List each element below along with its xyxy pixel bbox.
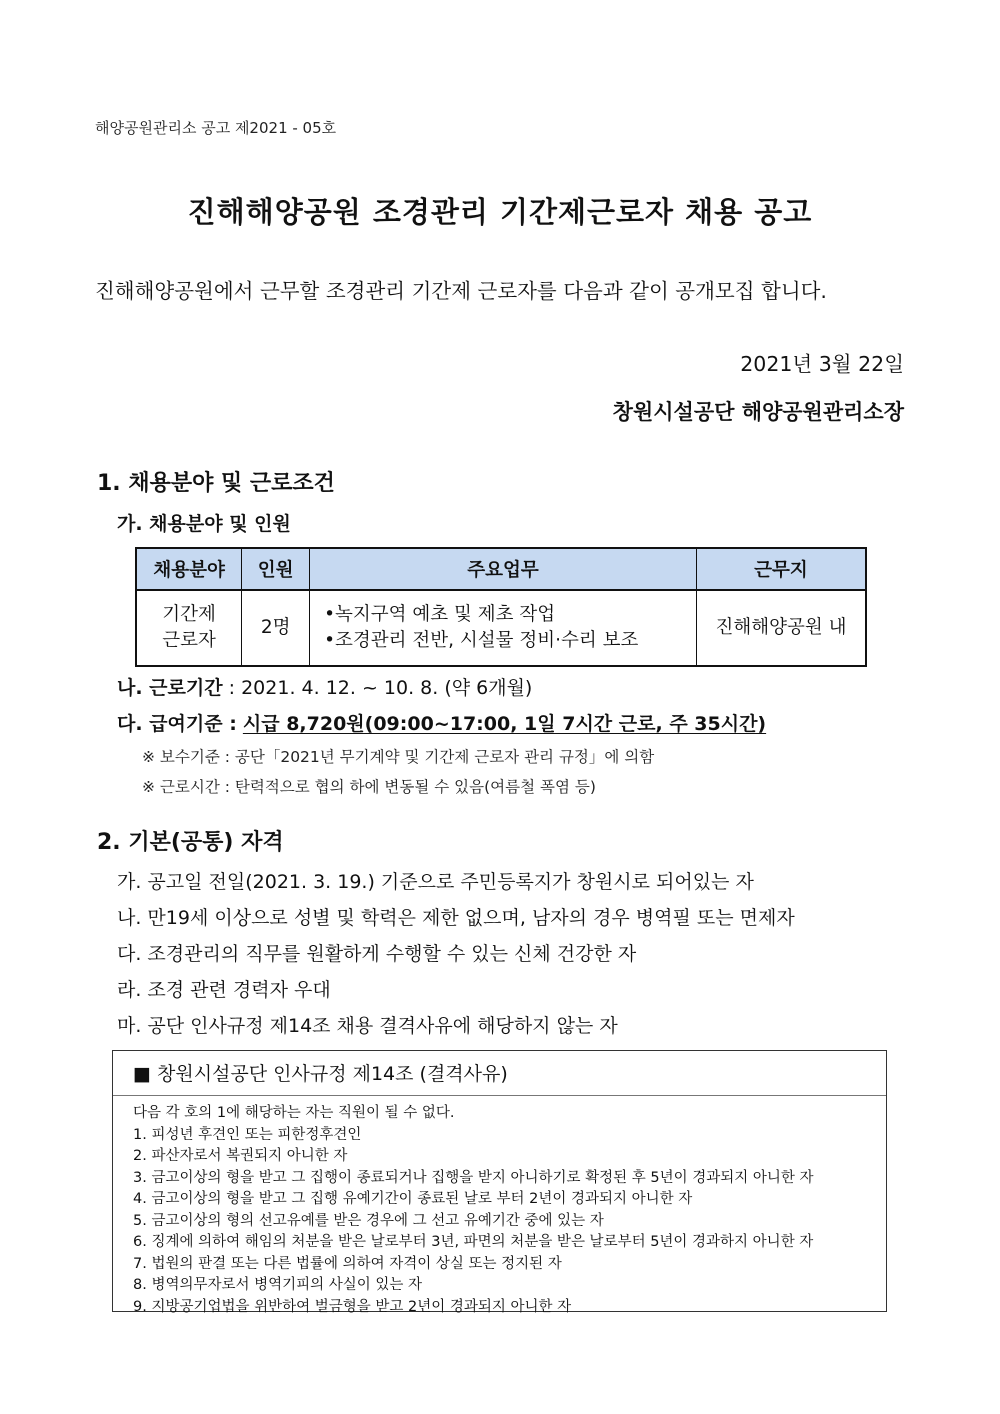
- cell-location: 진해해양공원 내: [696, 590, 866, 666]
- list-item: 라. 조경 관련 경력자 우대: [117, 979, 331, 1001]
- pay-value: 시급 8,720원(09:00~17:00, 1일 7시간 근로, 주 35시간): [242, 713, 767, 735]
- cell-count: 2명: [242, 590, 310, 666]
- jobs-table: [135, 547, 867, 667]
- list-item: 6. 징계에 의하여 해임의 처분을 받은 날로부터 3년, 파면의 처분을 받은 날로부터 5년이 경과하지 아니한 자: [133, 1234, 814, 1250]
- issuer: 창원시설공단 해양공원관리소장: [612, 400, 904, 424]
- header-field: 채용분야: [136, 548, 242, 590]
- list-item: 2. 파산자로서 복권되지 아니한 자: [133, 1148, 348, 1164]
- work-period-label: 나. 근로기간: [117, 677, 223, 699]
- list-item: 다. 조경관리의 직무를 원활하게 수행할 수 있는 신체 건강한 자: [117, 943, 637, 965]
- list-item: 가. 공고일 전일(2021. 3. 19.) 기준으로 주민등록지가 창원시로 되어있는 자: [117, 871, 754, 893]
- cell-duties: [310, 590, 697, 666]
- pay-label: 다. 급여기준 :: [117, 713, 237, 735]
- divider: [113, 1095, 886, 1096]
- notice-number: 해양공원관리소 공고 제2021 - 05호: [95, 119, 337, 137]
- duty-item: •녹지구역 예초 및 제초 작업: [324, 604, 556, 625]
- duty-item: •조경관리 전반, 시설물 정비·수리 보조: [324, 630, 639, 651]
- list-item: 나. 만19세 이상으로 성별 및 학력은 제한 없으며, 남자의 경우 병역필 또는 면제자: [117, 907, 795, 929]
- list-item: 3. 금고이상의 형을 받고 그 집행이 종료되거나 집행을 받지 아니하기로 확정된 후 5년이 경과되지 아니한 자: [133, 1169, 814, 1186]
- section2-heading: 2. 기본(공통) 자격: [97, 830, 284, 855]
- list-item: 8. 병역의무자로서 병역기피의 사실이 있는 자: [133, 1277, 423, 1293]
- cell-field-line2: 근로자: [162, 630, 216, 651]
- list-item: 4. 금고이상의 형을 받고 그 집행 유예기간이 종료된 날로 부터 2년이 경과되지 아니한 자: [133, 1191, 693, 1207]
- page-title: 진해해양공원 조경관리 기간제근로자 채용 공고: [187, 195, 813, 229]
- rule-box-body: [133, 1103, 814, 1318]
- list-item: 1. 피성년 후견인 또는 피한정후견인: [133, 1126, 362, 1143]
- header-duties: 주요업무: [310, 548, 697, 590]
- list-item: 5. 금고이상의 형의 선고유예를 받은 경우에 그 선고 유예기간 중에 있는 자: [133, 1212, 604, 1229]
- section1-heading: 1. 채용분야 및 근로조건: [97, 471, 335, 496]
- list-item: 다음 각 호의 1에 해당하는 자는 직원이 될 수 없다.: [133, 1105, 455, 1121]
- note-pay-basis: ※ 보수기준 : 공단「2021년 무기계약 및 기간제 근로자 관리 규정」에 의함: [142, 748, 655, 766]
- disqualification-rule-box: [112, 1050, 887, 1315]
- table-header-row: [136, 548, 866, 590]
- pay-standard: [117, 709, 766, 736]
- note-work-hours: ※ 근로시간 : 탄력적으로 협의 하에 변동될 수 있음(여름철 폭염 등): [142, 778, 596, 796]
- list-item: 7. 법원의 판결 또는 다른 법률에 의하여 자격이 상실 또는 정지된 자: [133, 1255, 562, 1272]
- list-item: 마. 공단 인사규정 제14조 채용 결격사유에 해당하지 않는 자: [117, 1015, 618, 1037]
- section1-sub-a: 가. 채용분야 및 인원: [117, 513, 291, 535]
- rule-box-title: ■ 창원시설공단 인사규정 제14조 (결격사유): [133, 1063, 508, 1085]
- cell-field: [136, 590, 242, 666]
- work-period: [117, 673, 532, 700]
- notice-date: 2021년 3월 22일: [740, 352, 904, 376]
- header-count: 인원: [242, 548, 310, 590]
- intro-text: 진해해양공원에서 근무할 조경관리 기간제 근로자를 다음과 같이 공개모집 합니다.: [95, 279, 827, 303]
- header-location: 근무지: [696, 548, 866, 590]
- cell-field-line1: 기간제: [162, 604, 216, 625]
- work-period-value: : 2021. 4. 12. ~ 10. 8. (약 6개월): [222, 677, 533, 699]
- list-item: 9. 지방공기업법을 위반하여 벌금형을 받고 2년이 경과되지 아니한 자: [133, 1298, 572, 1315]
- table-row: [136, 590, 866, 666]
